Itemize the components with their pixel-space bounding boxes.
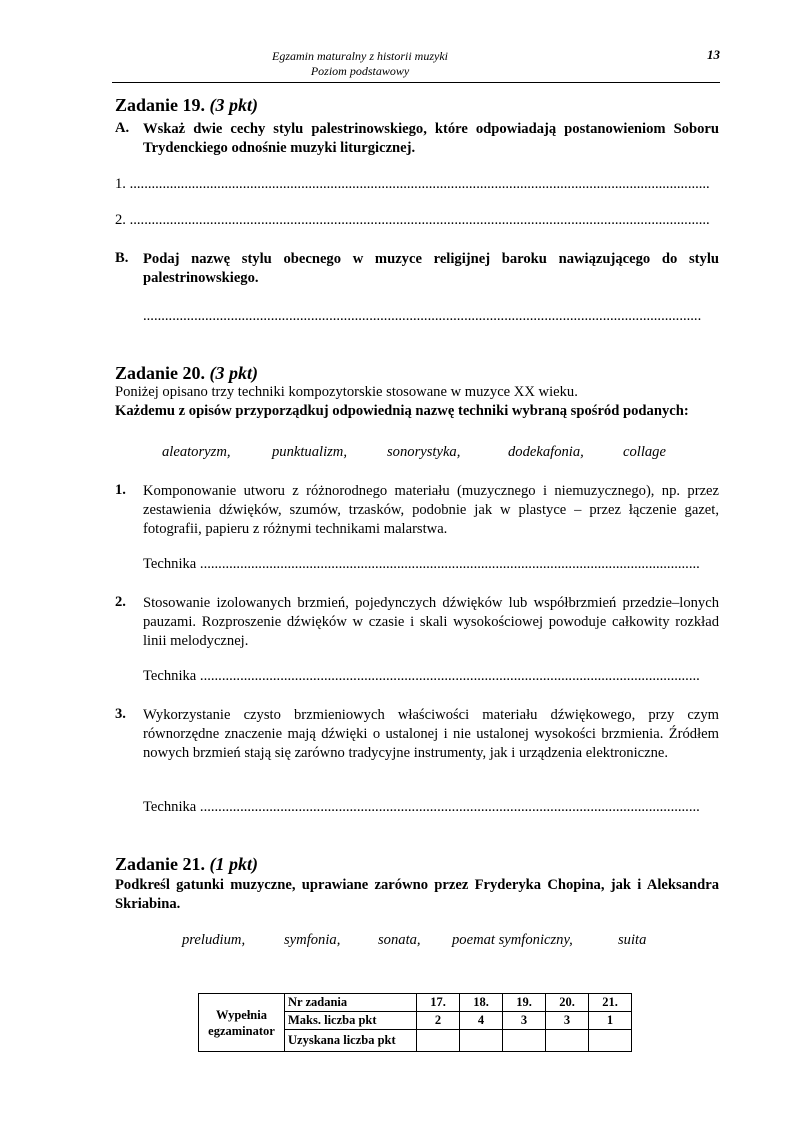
task21-option[interactable]: poemat symfoniczny, — [452, 932, 573, 948]
answer1-label: 1. — [115, 176, 126, 192]
task21-option[interactable]: preludium, — [182, 932, 246, 948]
task19-title — [115, 95, 258, 116]
task19-partB-text: Podaj nazwę stylu obecnego w muzyce religijnej baroku nawiązującego do stylu palestrinowskiego. — [143, 251, 719, 286]
task21-instruction: Podkreśl gatunki muzyczne, uprawiane zarówno przez Fryderyka Chopina, jak i Aleksandra Skriabina. — [115, 877, 719, 912]
task20-option: aleatoryzm, — [162, 444, 231, 460]
task21-option[interactable]: symfonia, — [284, 932, 341, 948]
task19-title-text: Zadanie 19. — [115, 95, 206, 115]
obtained-points-cell[interactable] — [460, 1030, 503, 1052]
task20-points: (3 pkt) — [209, 363, 259, 383]
answer2-label: 2. — [115, 212, 126, 228]
examiner-label-line2: egzaminator — [208, 1023, 275, 1038]
task19-partB-label: B. — [115, 250, 129, 266]
task-number-cell: 18. — [460, 994, 503, 1012]
task21-points: (1 pkt) — [209, 854, 259, 874]
task-number-cell: 17. — [417, 994, 460, 1012]
task20-item2-num: 2. — [115, 594, 126, 610]
technique-label: Technika — [143, 556, 197, 572]
task-number-cell: 20. — [546, 994, 589, 1012]
max-points-cell: 1 — [589, 1012, 632, 1030]
task20-item3-answer-line[interactable]: Technika ......................................................................................................................................... — [143, 799, 700, 815]
row-label-obtained-points: Uzyskana liczba pkt — [285, 1030, 417, 1052]
task19-partB-answer-line[interactable]: ......................................................................................................................................................... — [143, 308, 702, 324]
row-label-max-points: Maks. liczba pkt — [285, 1012, 417, 1030]
max-points-cell: 2 — [417, 1012, 460, 1030]
examiner-label-line1: Wypełnia — [216, 1007, 267, 1022]
max-points-cell: 3 — [503, 1012, 546, 1030]
task-number-cell: 19. — [503, 994, 546, 1012]
task20-item1-answer-line[interactable]: Technika ......................................................................................................................................... — [143, 556, 700, 572]
row-label-task-numbers: Nr zadania — [285, 994, 417, 1012]
obtained-points-cell[interactable] — [589, 1030, 632, 1052]
task21-title-text: Zadanie 21. — [115, 854, 206, 874]
task20-item3-num: 3. — [115, 706, 126, 722]
task20-option: collage — [623, 444, 666, 460]
task20-item1-num: 1. — [115, 482, 126, 498]
obtained-points-cell[interactable] — [417, 1030, 460, 1052]
table-row — [199, 994, 632, 1012]
task20-option: dodekafonia, — [508, 444, 584, 460]
technique-label: Technika — [143, 799, 197, 815]
obtained-points-cell[interactable] — [503, 1030, 546, 1052]
header-title: Egzamin maturalny z historii muzyki — [272, 49, 448, 63]
examiner-label — [199, 994, 285, 1052]
task19-partA-label: A. — [115, 120, 130, 136]
task19-answer2-line[interactable]: 2. ............................................................................................................................................................... — [115, 212, 710, 228]
task20-title-text: Zadanie 20. — [115, 363, 206, 383]
task20-item2-text: Stosowanie izolowanych brzmień, pojedynczych dźwięków lub współbrzmień przedzie–lonych pauzami. Rozproszenie dźwięków w czasie i skali wysokościowej powoduje całkowity rozkład linii melodycznej. — [143, 595, 719, 649]
task20-item2-answer-line[interactable]: Technika ......................................................................................................................................... — [143, 668, 700, 684]
task19-partA-text: Wskaż dwie cechy stylu palestrinowskiego, które odpowiadają postanowieniom Soboru Trydenckiego odnośnie muzyki liturgicznej. — [143, 121, 719, 156]
task-number-cell: 21. — [589, 994, 632, 1012]
task21-option[interactable]: sonata, — [378, 932, 421, 948]
task21-option[interactable]: suita — [618, 932, 647, 948]
task20-item3-text: Wykorzystanie czysto brzmieniowych właściwości materiału dźwiękowego, przy czym równorzędne znaczenie mają dźwięki o ustalonej i nie ustalonej wysokości brzmienia. Źródłem nowych brzmień stają się zarówno tradycyjne instrumenty, jak i urządzenia elektroniczne. — [143, 707, 719, 761]
task20-option: sonorystyka, — [387, 444, 461, 460]
task19-answer1-line[interactable]: 1. ............................................................................................................................................................... — [115, 176, 710, 192]
score-table — [198, 993, 632, 1052]
task21-title — [115, 854, 258, 875]
max-points-cell: 3 — [546, 1012, 589, 1030]
obtained-points-cell[interactable] — [546, 1030, 589, 1052]
header-divider — [112, 82, 720, 83]
technique-label: Technika — [143, 668, 197, 684]
task19-points: (3 pkt) — [209, 95, 259, 115]
task20-option: punktualizm, — [272, 444, 347, 460]
task20-instruction: Każdemu z opisów przyporządkuj odpowiednią nazwę techniki wybraną spośród podanych: — [115, 403, 689, 419]
max-points-cell: 4 — [460, 1012, 503, 1030]
task20-item1-text: Komponowanie utworu z różnorodnego materiału (muzycznego i niemuzycznego), np. przez zestawienia dźwięków, szumów, trzasków, podobnie jak w plastyce – przez łączenie gazet, fotografii, papieru z różnymi technikami malarstwa. — [143, 483, 719, 537]
task20-intro: Poniżej opisano trzy techniki kompozytorskie stosowane w muzyce XX wieku. — [115, 384, 578, 400]
task20-title — [115, 363, 258, 384]
header-subtitle: Poziom podstawowy — [310, 64, 410, 78]
page-number: 13 — [707, 47, 720, 62]
